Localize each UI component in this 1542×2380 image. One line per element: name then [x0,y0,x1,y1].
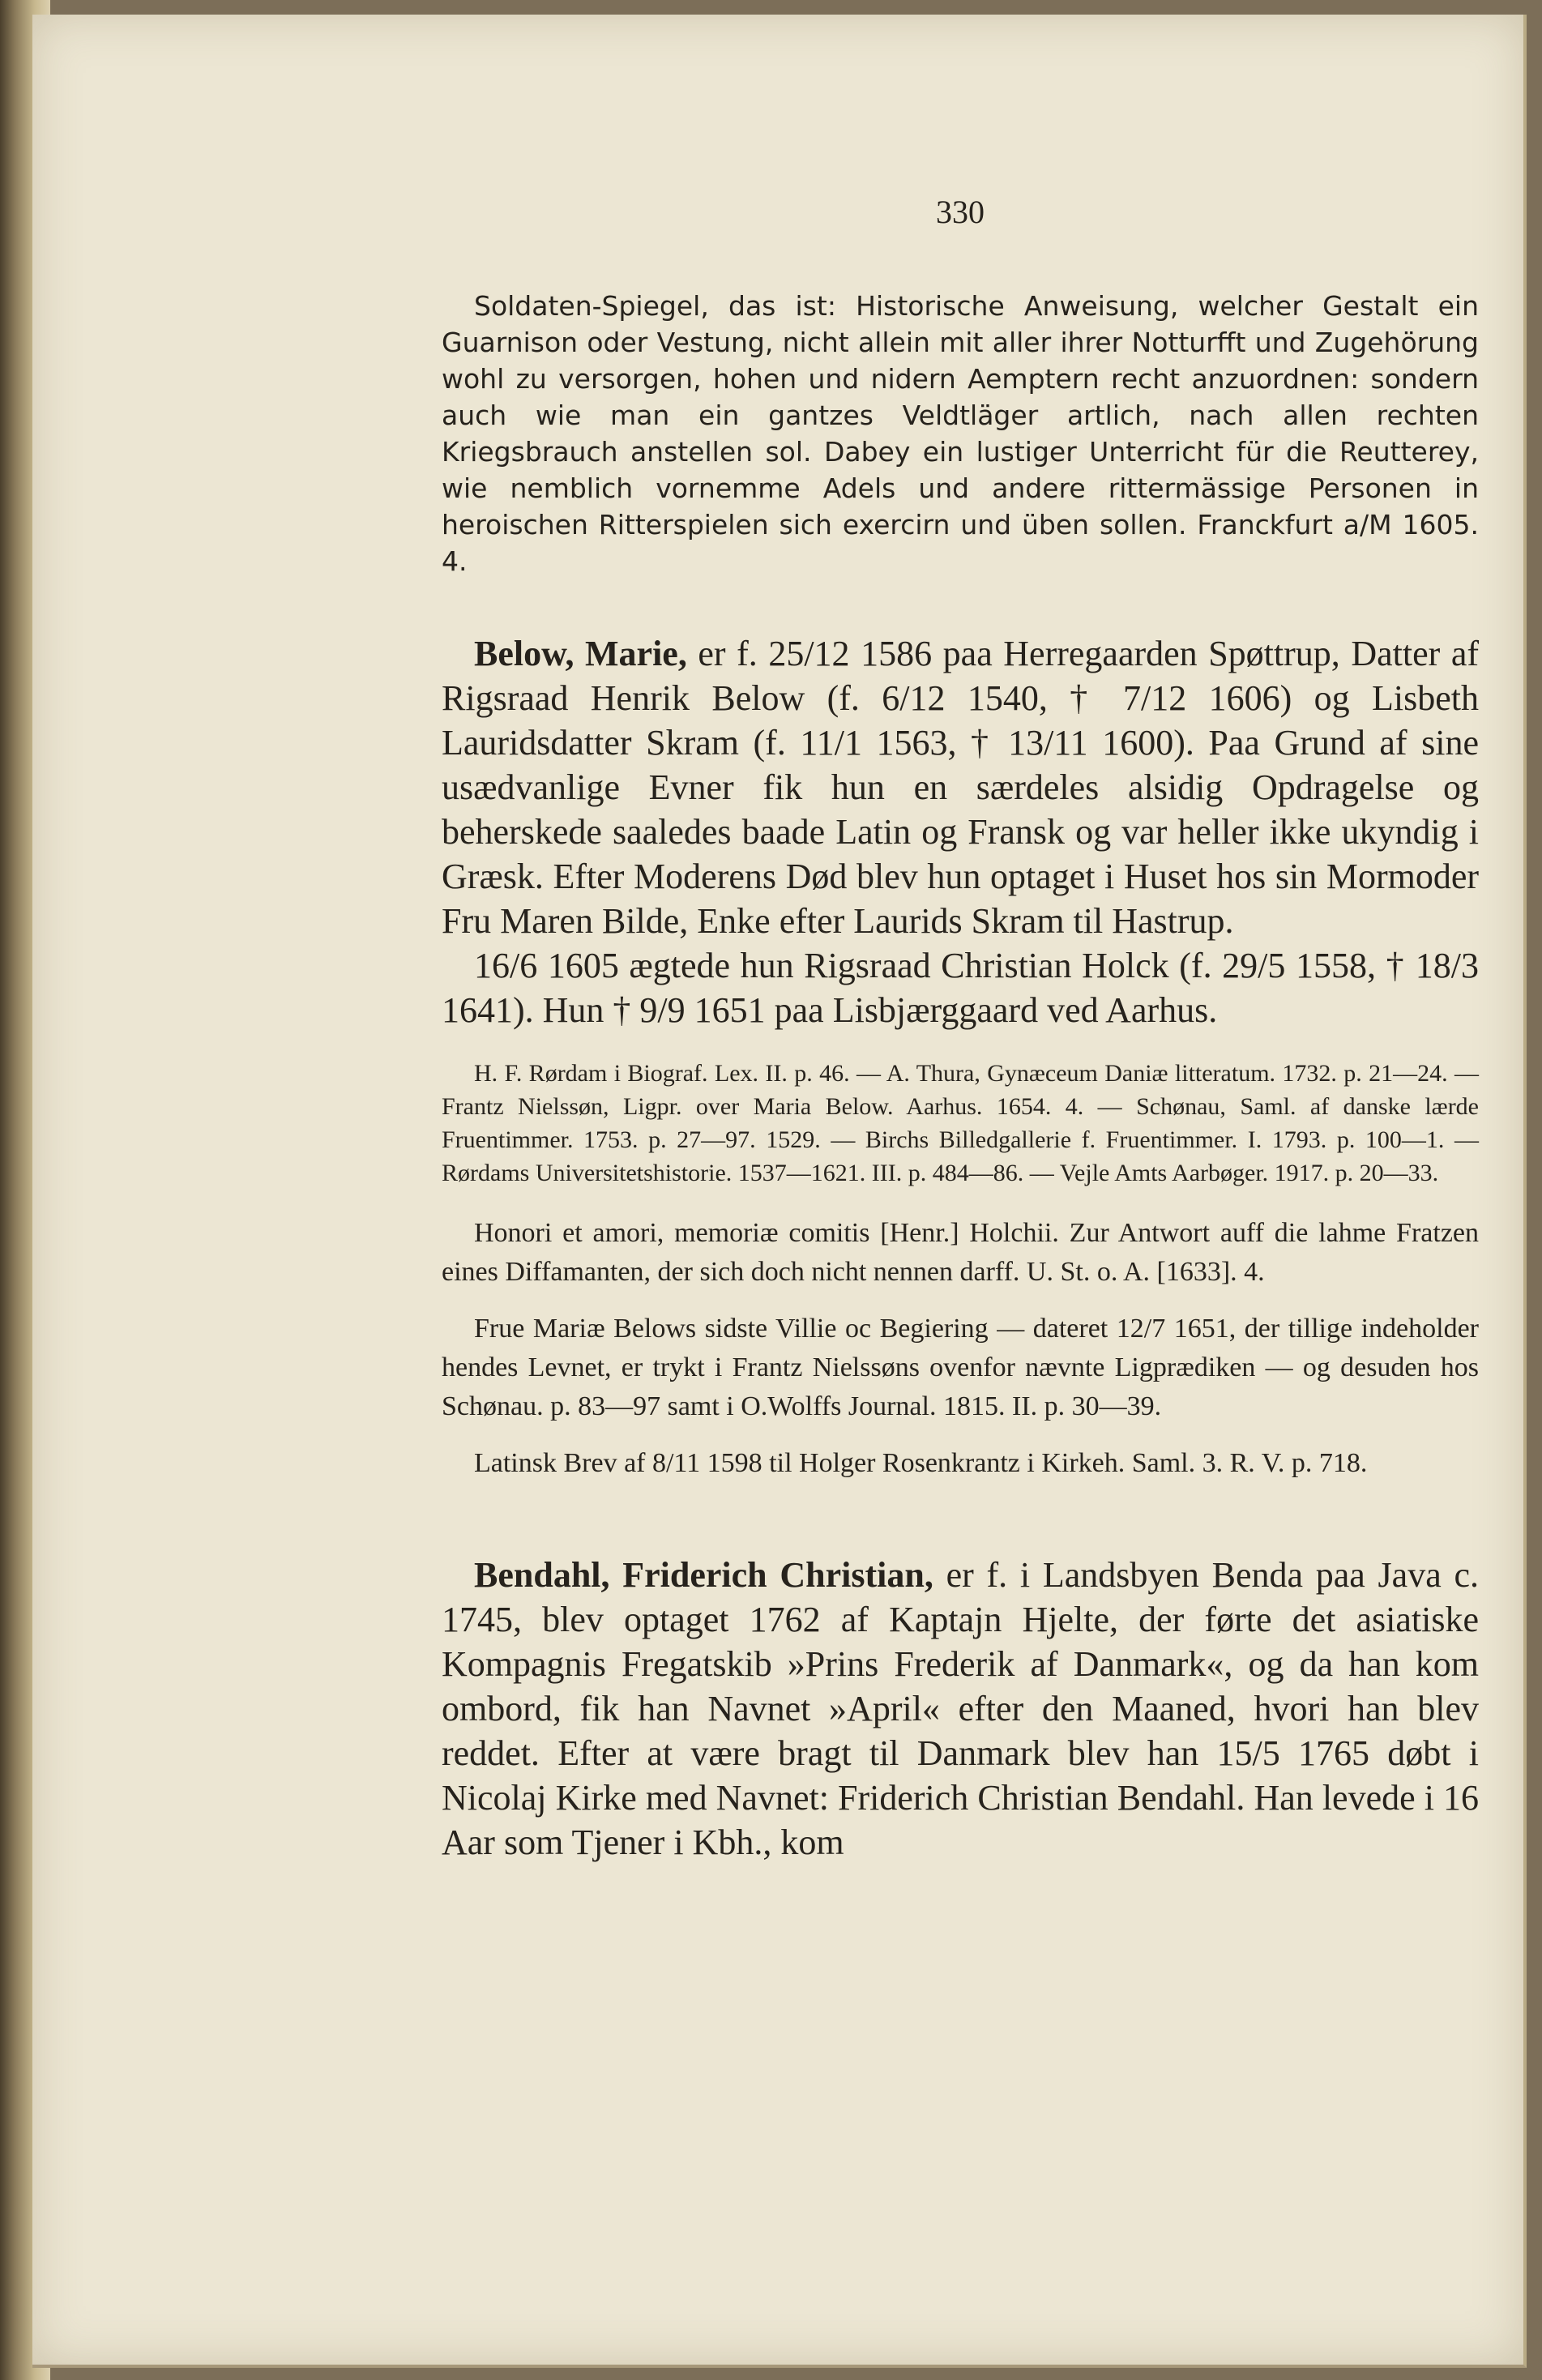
entry-bendahl-bio [442,1553,1479,1865]
entry-below-work-1: Honori et amori, memoriæ comitis [Henr.] Holchii. Zur Antwort auff die lahme Fratzen eines Diffamanten, der sich doch nicht nennen darff. U. St. o. A. [1633]. 4. [442,1218,1479,1287]
entry-below-work-3: Latinsk Brev af 8/11 1598 til Holger Rosenkrantz i Kirkeh. Saml. 3. R. V. p. 718. [474,1448,1368,1478]
entry-below-work-2: Frue Mariæ Belows sidste Villie oc Begiering — dateret 12/7 1651, der tillige indeholder hendes Levnet, er trykt i Frantz Nielssøns ovenfor nævnte Ligprædiken — og desuden hos Schønau. p. 83—97 samt i O.Wolffs Journal. 1815. II. p. 30—39. [442,1314,1479,1421]
entry-below-bio-text: er f. 25/12 1586 paa Herregaarden Spøttrup, Datter af Rigsraad Henrik Below (f. 6/12 1540, † 7/12 1606) og Lisbeth Lauridsdatter Skram (f. 11/1 1563, † 13/11 1600). Paa Grund af sine usædvanlige Evner fik hun en særdeles alsidig Opdragelse og beherskede saaledes baade Latin og Fransk og var heller ikke ukyndig i Græsk. Efter Moderens Død blev hun optaget i Huset hos sin Mormoder Fru Maren Bilde, Enke efter Laurids Skram til Hastrup. [442,634,1480,941]
title-entry-soldaten-spiegel: Soldaten-Spiegel, das ist: Historische Anweisung, welcher Gestalt ein Guarnison oder Vestung, nicht allein mit aller ihrer Notturfft und Zugehörung wohl zu versorgen, hohen und nidern Aemptern recht anzuordnen: sondern auch wie man ein gantzes Veldtläger artlich, nach allen rechten Kriegsbrauch anstellen sol. Dabey ein lustiger Unterricht für die Reutterey, wie nemblich vornemme Adels und andere rittermässige Personen in heroischen Ritterspielen sich exercirn und üben sollen. Franckfurt a/M 1605. 4. [442,290,1479,577]
book-page [32,15,1527,2368]
entry-bendahl-bio-text: er f. i Landsbyen Benda paa Java c. 1745, blev optaget 1762 af Kaptajn Hjelte, der førte det asiatiske Kompagnis Fregatskib »Prins Frederik af Danmark«, og da han kom ombord, fik han Navnet »April« efter den Maaned, hvori han blev reddet. Efter at være bragt til Danmark blev han 15/5 1765 døbt i Nicolaj Kirke med Navnet: Friderich Christian Bendahl. Han levede i 16 Aar som Tjener i Kbh., kom [442,1555,1480,1862]
entry-below-references: H. F. Rørdam i Biograf. Lex. II. p. 46. — A. Thura, Gynæceum Daniæ litteratum. 1732. p. 21—24. — Frantz Nielssøn, Ligpr. over Maria Below. Aarhus. 1654. 4. — Schønau, Saml. af danske lærde Fruentimmer. 1753. p. 27—97. 1529. — Birchs Billedgallerie f. Fruentimmer. I. 1793. p. 100—1. — Rørdams Universitetshistorie. 1537—1621. III. p. 484—86. — Vejle Amts Aarbøger. 1917. p. 20—33. [442,1060,1479,1186]
page-number: 330 [936,194,985,230]
page-content [442,193,1479,1865]
entry-below-marriage: 16/6 1605 ægtede hun Rigsraad Christian Holck (f. 29/5 1558, † 18/3 1641). Hun † 9/9 1651 paa Lisbjærggaard ved Aarhus. [442,946,1479,1030]
entry-below-bio [442,631,1479,943]
entry-bendahl-name: Bendahl, Friderich Christian, [474,1555,933,1595]
entry-below-name: Below, Marie, [474,634,687,673]
